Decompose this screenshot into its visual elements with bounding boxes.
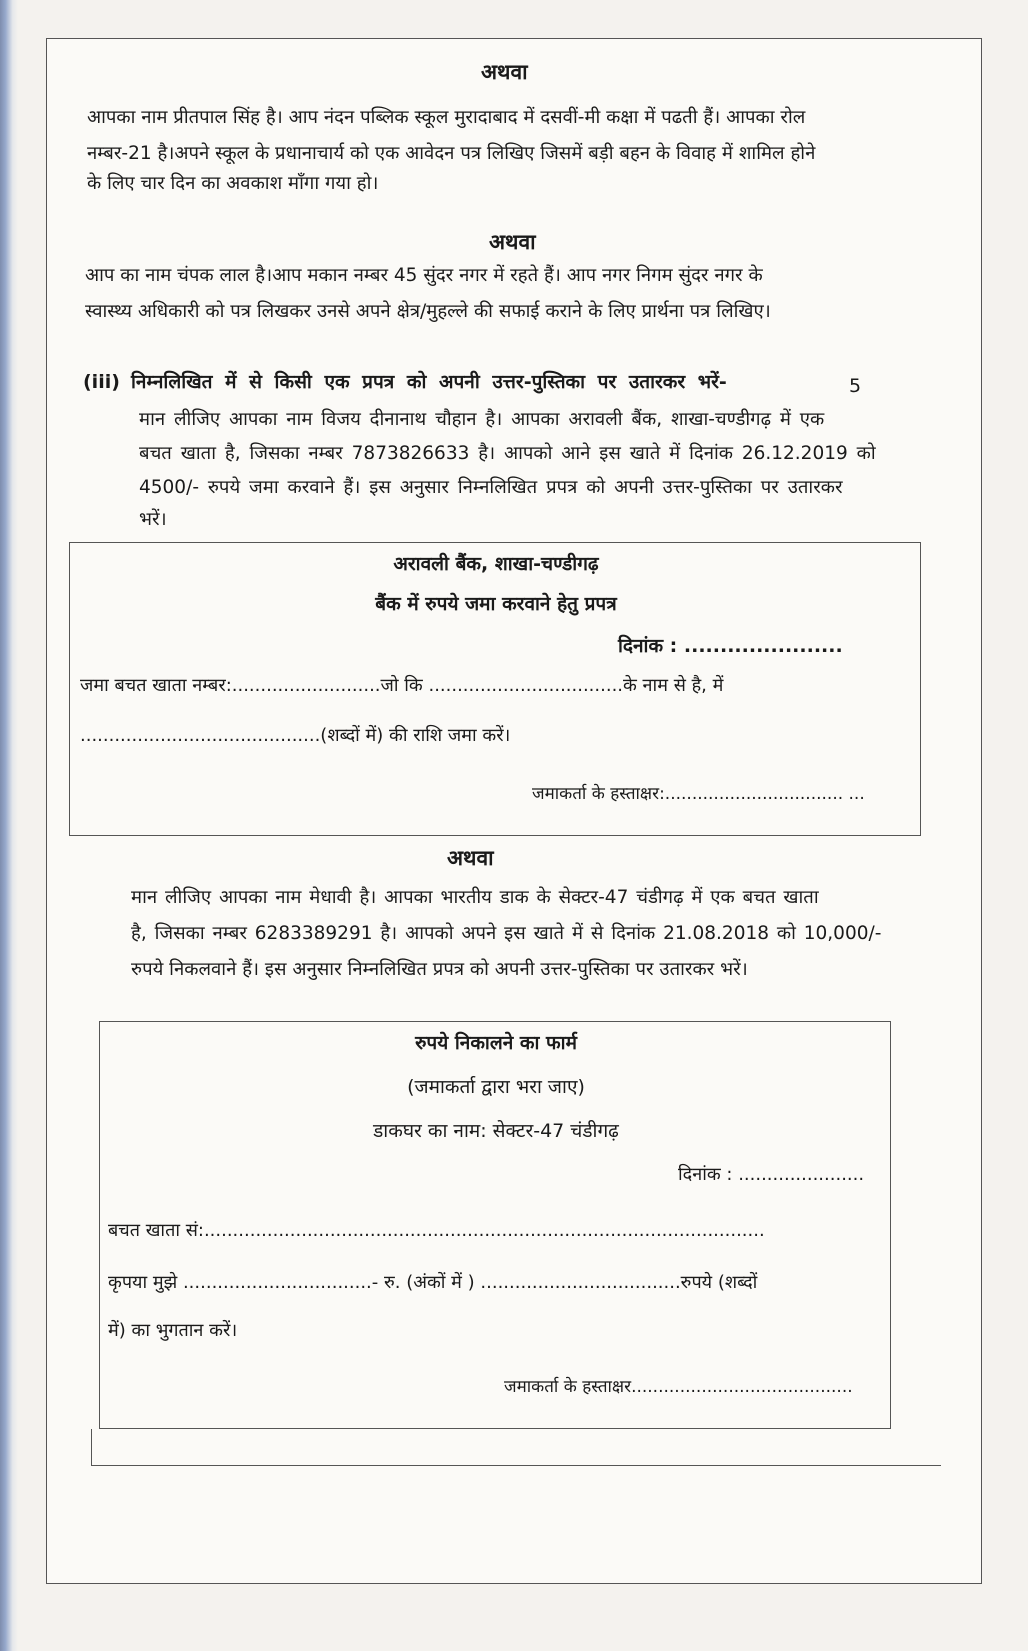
section4-line-3: रुपये निकलवाने हैं। इस अनुसार निम्नलिखित प्रपत्र को अपनी उत्तर-पुस्तिका पर उतारकर भरें। [131,959,748,980]
section2-line-1: आप का नाम चंपक लाल है।आप मकान नम्बर 45 सुंदर नगर में रहते हैं। आप नगर निगम सुंदर नगर के [85,265,763,286]
section3-line-1: मान लीजिए आपका नाम विजय दीनानाथ चौहान है। आपका अरावली बैंक, शाखा-चण्डीगढ़ में एक [139,409,825,430]
withdrawal-form-amount-line-1: कृपया मुझे .................................- रु. (अंकों में ) ...................................रुपये (शब्दों [108,1272,758,1293]
section4-heading: अथवा [447,846,494,870]
section2-line-2: स्वास्थ्य अधिकारी को पत्र लिखकर उनसे अपने क्षेत्र/मुहल्ले की सफाई कराने के लिए प्रार्थना पत्र लिखिए। [85,301,771,322]
deposit-form-box [69,542,921,836]
deposit-form-bank-name: अरावली बैंक, शाखा-चण्डीगढ़ [393,553,599,575]
withdrawal-form-subtitle: (जमाकर्ता द्वारा भरा जाए) [407,1076,585,1098]
question-number: (iii) [83,371,120,393]
withdrawal-form-date: दिनांक : ...................... [678,1164,865,1185]
withdrawal-form-account: बचत खाता सं:.................................................................................................. [108,1220,765,1241]
bottom-rule [91,1465,941,1466]
section1-line-3: के लिए चार दिन का अवकाश माँगा गया हो। [87,173,379,194]
section2-heading: अथवा [489,230,536,254]
deposit-form-title: बैंक में रुपये जमा करवाने हेतु प्रपत्र [375,593,617,615]
section4-line-1: मान लीजिए आपका नाम मेधावी है। आपका भारतीय डाक के सेक्टर-47 चंडीगढ़ में एक बचत खाता [131,887,819,908]
question-paper-page [46,38,982,1584]
section1-heading: अथवा [481,60,528,84]
withdrawal-form-box [99,1021,891,1429]
question-instruction: निम्नलिखित में से किसी एक प्रपत्र को अपनी उत्तर-पुस्तिका पर उतारकर भरें- [131,371,727,393]
withdrawal-form-title: रुपये निकालने का फार्म [415,1032,577,1054]
section3-line-2: बचत खाता है, जिसका नम्बर 7873826633 है। आपको आने इस खाते में दिनांक 26.12.2019 को [139,443,876,464]
withdrawal-form-amount-line-2: में) का भुगतान करें। [108,1320,238,1341]
section3-line-3: 4500/- रुपये जमा करवाने हैं। इस अनुसार निम्नलिखित प्रपत्र को अपनी उत्तर-पुस्तिका पर उतारकर [139,477,843,498]
section1-line-2: नम्बर-21 है।अपने स्कूल के प्रधानाचार्य को एक आवेदन पत्र लिखिए जिसमें बड़ी बहन के विवाह में शामिल होने [87,143,816,164]
question-marks: 5 [849,375,862,397]
deposit-form-account-line: जमा बचत खाता नम्बर:..........................जो कि ..................................के नाम से है, में [80,675,724,696]
withdrawal-form-signature: जमाकर्ता के हस्ताक्षर......................................... [504,1377,853,1397]
deposit-form-date: दिनांक : ...................... [618,635,843,657]
page-edge-shadow [0,0,18,1651]
deposit-form-amount-line: ..........................................(शब्दों में) की राशि जमा करें। [80,725,511,746]
section4-line-2: है, जिसका नम्बर 6283389291 है। आपको अपने इस खाते में से दिनांक 21.08.2018 को 10,000/- [131,923,882,944]
bottom-left-rule [91,1429,92,1465]
withdrawal-form-post-office: डाकघर का नाम: सेक्टर-47 चंडीगढ़ [373,1120,619,1142]
deposit-form-signature: जमाकर्ता के हस्ताक्षर:................................. ... [532,784,865,804]
section3-line-4: भरें। [139,509,167,530]
section1-line-1: आपका नाम प्रीतपाल सिंह है। आप नंदन पब्लिक स्कूल मुरादाबाद में दसवीं-मी कक्षा में पढती हैं। आपका रोल [87,107,806,128]
